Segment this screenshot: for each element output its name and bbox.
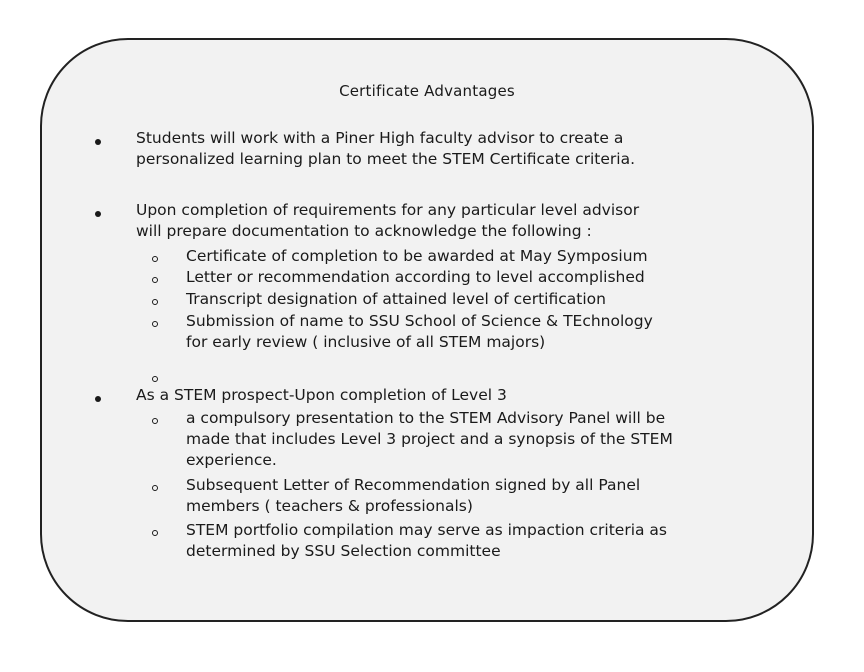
sub-item [186, 246, 648, 267]
sub-item [186, 311, 653, 353]
sub-item-line: for early review ( inclusive of all STEM majors) [186, 333, 546, 351]
bullet-line: Students will work with a Piner High faculty advisor to create a [136, 129, 624, 147]
sub-item [186, 289, 606, 310]
bullet-line: personalized learning plan to meet the STEM Certificate criteria. [136, 150, 636, 168]
sub-item-line: Certificate of completion to be awarded at May Symposium [186, 247, 648, 265]
sub-bullet-circle [152, 530, 158, 536]
sub-bullet-circle [152, 299, 158, 305]
sub-item [186, 408, 673, 471]
sub-item-line: a compulsory presentation to the STEM Advisory Panel will be [186, 409, 666, 427]
bullet-line: Upon completion of requirements for any particular level advisor [136, 201, 640, 219]
sub-item-line: Subsequent Letter of Recommendation signed by all Panel [186, 476, 641, 494]
sub-item [186, 267, 645, 288]
bullet-item-2 [136, 200, 639, 242]
bullet-dot [95, 396, 101, 402]
sub-bullet-circle [152, 485, 158, 491]
sub-item [186, 475, 640, 517]
bullet-item-3 [136, 385, 507, 406]
sub-item-line: made that includes Level 3 project and a synopsis of the STEM [186, 430, 673, 448]
bullet-dot [95, 211, 101, 217]
bullet-line: As a STEM prospect-Upon completion of Level 3 [136, 386, 507, 404]
sub-bullet-circle [152, 418, 158, 424]
sub-bullet-circle [152, 256, 158, 262]
card-title: Certificate Advantages [339, 82, 515, 100]
sub-item-line: experience. [186, 451, 277, 469]
certificate-card [40, 38, 814, 622]
sub-item [186, 520, 667, 562]
sub-bullet-circle [152, 376, 158, 382]
sub-item-line: STEM portfolio compilation may serve as impaction criteria as [186, 521, 667, 539]
sub-item-line: Letter or recommendation according to level accomplished [186, 268, 645, 286]
sub-item-line: Transcript designation of attained level of certification [186, 290, 606, 308]
sub-item-line: members ( teachers & professionals) [186, 497, 473, 515]
sub-item-line: Submission of name to SSU School of Science & TEchnology [186, 312, 653, 330]
bullet-line: will prepare documentation to acknowledge the following : [136, 222, 592, 240]
bullet-item-1 [136, 128, 635, 170]
sub-item-line: determined by SSU Selection committee [186, 542, 501, 560]
bullet-dot [95, 139, 101, 145]
sub-bullet-circle [152, 277, 158, 283]
sub-bullet-circle [152, 321, 158, 327]
